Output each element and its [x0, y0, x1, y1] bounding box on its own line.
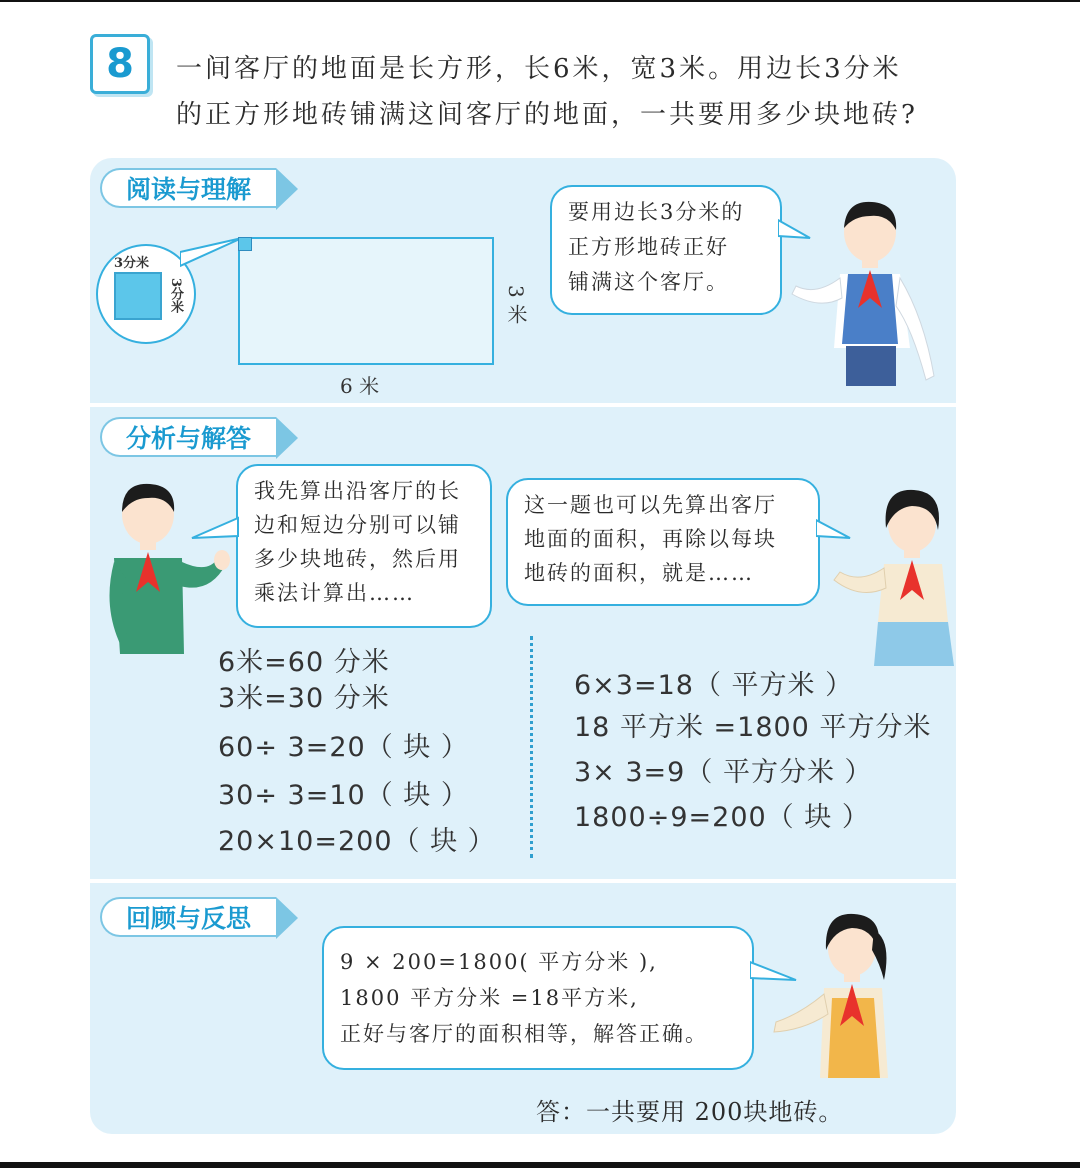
bubble-tail — [190, 516, 240, 542]
bubble-line: 要用边长3分米的 — [568, 200, 745, 224]
calc-line: 60÷ 3=20（ 块 ） — [218, 732, 469, 763]
problem-text-line-2: 的正方形地砖铺满这间客厅的地面，一共要用多少块地砖? — [176, 100, 918, 130]
bubble-line: 9 × 200=1800( 平方分米 ), — [340, 950, 658, 974]
calc-line: 6米=60 分米 — [218, 647, 390, 678]
speech-bubble-review — [322, 926, 754, 1070]
tile-top-label: 3分米 — [114, 256, 150, 271]
section-divider — [90, 403, 956, 407]
calc-line: 3× 3=9（ 平方分米 ） — [574, 757, 873, 788]
tab-review-reflect: 回顾与反思 — [100, 897, 276, 937]
bubble-line: 我先算出沿客厅的长 — [254, 479, 461, 503]
bubble-line: 铺满这个客厅。 — [568, 270, 729, 294]
speech-bubble-girl — [506, 478, 820, 606]
bubble-line: 乘法计算出…… — [254, 581, 415, 605]
section-divider — [90, 879, 956, 883]
tab-analyze-answer: 分析与解答 — [100, 417, 276, 457]
living-room-rectangle — [238, 237, 494, 365]
bubble-line: 这一题也可以先算出客厅 — [524, 493, 777, 517]
bottom-border — [0, 1162, 1080, 1168]
bubble-line: 地砖的面积，就是…… — [524, 561, 754, 585]
top-border — [0, 0, 1080, 2]
bubble-line: 正好与客厅的面积相等，解答正确。 — [340, 1022, 708, 1046]
boy-green-sweater-illustration — [100, 478, 240, 666]
bubble-line: 正方形地砖正好 — [568, 235, 729, 259]
calc-line: 6×3=18（ 平方米 ） — [574, 670, 854, 701]
bubble-line: 多少块地砖，然后用 — [254, 547, 461, 571]
boy-student-illustration — [786, 198, 946, 394]
girl-student-illustration — [820, 484, 954, 666]
speech-bubble-read — [550, 185, 782, 315]
speech-bubble-boy — [236, 464, 492, 628]
room-corner-tile — [238, 237, 252, 251]
girl-ponytail-illustration — [766, 910, 896, 1078]
tab-read-understand: 阅读与理解 — [100, 168, 276, 208]
calc-line: 30÷ 3=10（ 块 ） — [218, 780, 469, 811]
bubble-line: 1800 平方分米 =18平方米, — [340, 986, 639, 1010]
room-height-label: 3 米 — [504, 285, 528, 325]
floor-tile-square — [114, 272, 162, 320]
bubble-line: 地面的面积，再除以每块 — [524, 527, 777, 551]
problem-text-line-1: 一间客厅的地面是长方形，长6米，宽3米。用边长3分米 — [176, 54, 902, 84]
final-answer: 答：一共要用 200块地砖。 — [536, 1098, 844, 1126]
calc-line: 18 平方米 =1800 平方分米 — [574, 712, 932, 743]
calc-line: 1800÷9=200（ 块 ） — [574, 802, 870, 833]
calc-line: 3米=30 分米 — [218, 683, 390, 714]
dotted-separator — [530, 636, 533, 858]
problem-number-badge: 8 — [90, 34, 150, 94]
room-width-label: 6 米 — [340, 374, 380, 398]
bubble-line: 边和短边分别可以铺 — [254, 513, 461, 537]
calc-line: 20×10=200（ 块 ） — [218, 826, 496, 857]
tile-side-label: 3分米 — [168, 278, 183, 314]
